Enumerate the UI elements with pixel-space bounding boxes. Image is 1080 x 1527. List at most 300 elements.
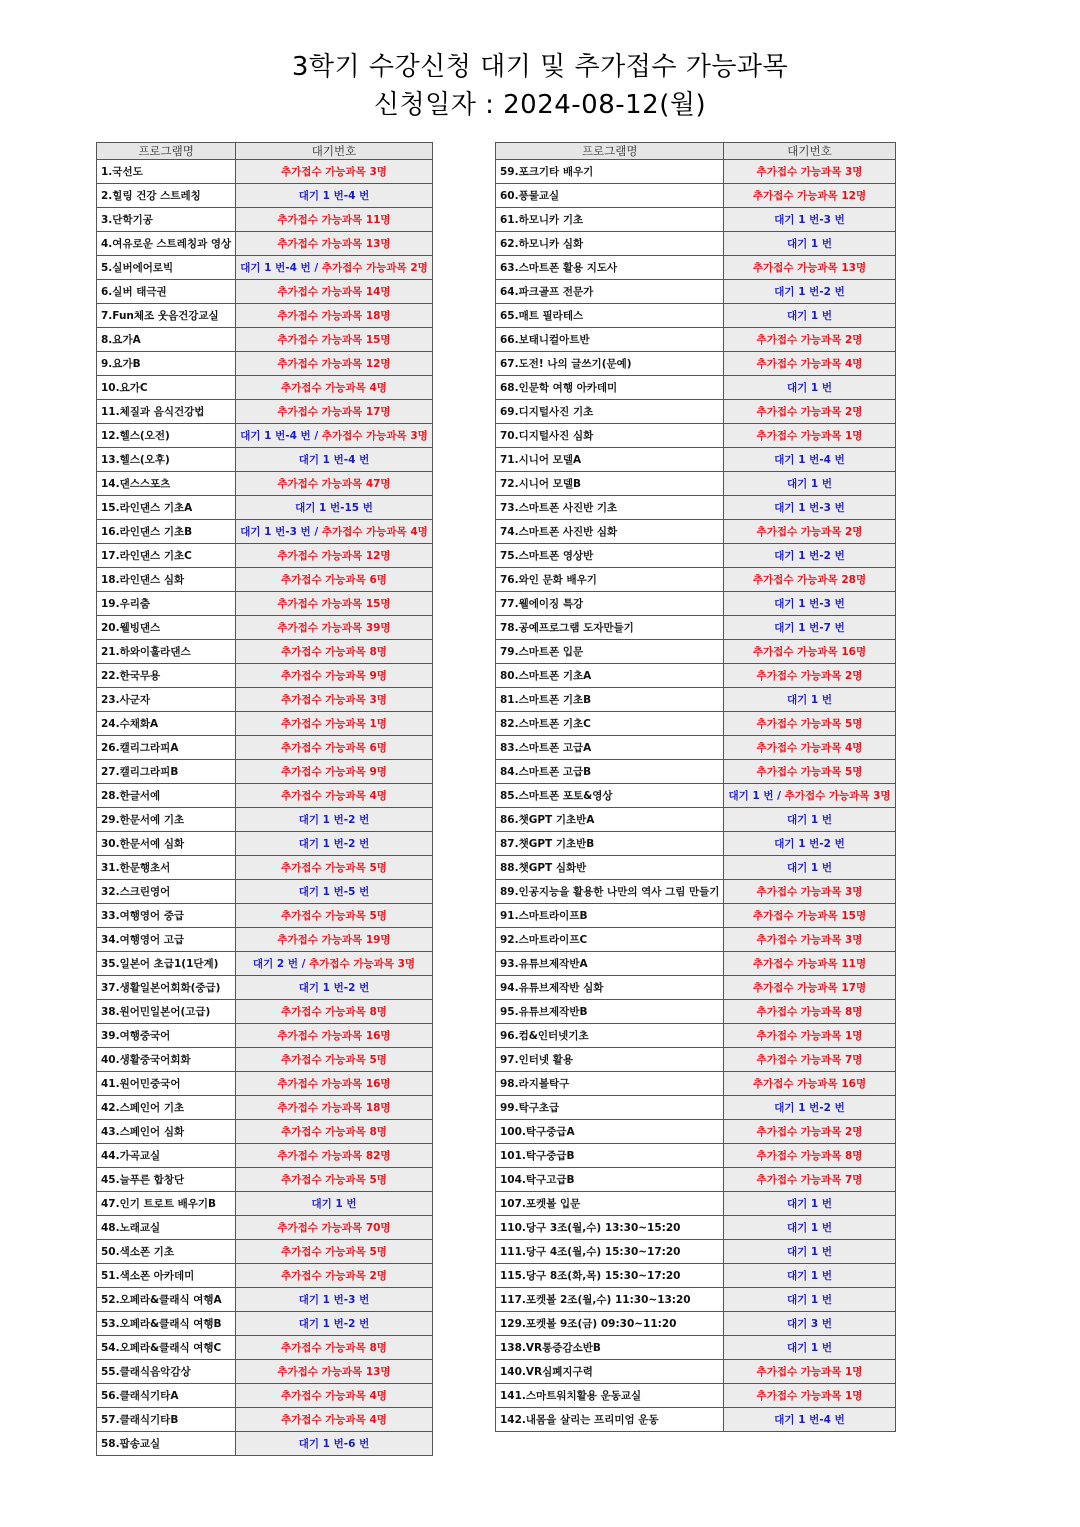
waiting-status: 추가접수 가능과목 4명 — [236, 376, 433, 400]
table-row — [496, 1264, 896, 1288]
table-row — [97, 208, 433, 232]
table-row — [496, 1072, 896, 1096]
table-row — [496, 256, 896, 280]
course-name: 96.컴&인터넷기초 — [496, 1024, 724, 1048]
table-row — [97, 688, 433, 712]
course-name: 84.스마트폰 고급B — [496, 760, 724, 784]
course-name: 31.한문행초서 — [97, 856, 236, 880]
waiting-status: 추가접수 가능과목 70명 — [236, 1216, 433, 1240]
waiting-status: 추가접수 가능과목 5명 — [236, 1168, 433, 1192]
waiting-status: 추가접수 가능과목 14명 — [236, 280, 433, 304]
course-name: 38.원어민일본어(고급) — [97, 1000, 236, 1024]
course-name: 98.라지볼탁구 — [496, 1072, 724, 1096]
table-row — [97, 928, 433, 952]
table-row — [97, 904, 433, 928]
table-row — [496, 760, 896, 784]
table-row — [97, 280, 433, 304]
table-row — [496, 1360, 896, 1384]
waiting-status: 대기 1 번 — [724, 304, 895, 328]
waiting-status: 추가접수 가능과목 39명 — [236, 616, 433, 640]
table-row — [496, 424, 896, 448]
course-name: 35.일본어 초급1(1단계) — [97, 952, 236, 976]
waiting-status: 추가접수 가능과목 5명 — [236, 856, 433, 880]
waiting-status: 추가접수 가능과목 8명 — [236, 1336, 433, 1360]
table-row — [496, 664, 896, 688]
course-name: 4.여유로운 스트레칭과 영상 — [97, 232, 236, 256]
course-name: 24.수채화A — [97, 712, 236, 736]
table-row — [496, 232, 896, 256]
table-row — [97, 304, 433, 328]
waiting-status: 추가접수 가능과목 4명 — [236, 1408, 433, 1432]
course-name: 86.챗GPT 기초반A — [496, 808, 724, 832]
table-row — [496, 520, 896, 544]
course-name: 42.스페인어 기초 — [97, 1096, 236, 1120]
table-row — [97, 640, 433, 664]
table-row — [97, 952, 433, 976]
course-name: 101.탁구중급B — [496, 1144, 724, 1168]
course-name: 40.생활중국어회화 — [97, 1048, 236, 1072]
waiting-status: 추가접수 가능과목 5명 — [236, 904, 433, 928]
course-name: 20.웰빙댄스 — [97, 616, 236, 640]
course-name: 78.공예프로그램 도자만들기 — [496, 616, 724, 640]
waiting-status: 대기 1 번-3 번 — [724, 592, 895, 616]
course-name: 39.여행중국어 — [97, 1024, 236, 1048]
table-row — [97, 376, 433, 400]
waiting-status: 추가접수 가능과목 5명 — [236, 1048, 433, 1072]
waiting-status: 대기 1 번-3 번 / 추가접수 가능과목 4명 — [236, 520, 433, 544]
table-row — [97, 1144, 433, 1168]
table-row — [496, 448, 896, 472]
course-name: 61.하모니카 기초 — [496, 208, 724, 232]
course-name: 115.당구 8조(화,목) 15:30~17:20 — [496, 1264, 724, 1288]
table-row — [496, 496, 896, 520]
waiting-status: 추가접수 가능과목 7명 — [724, 1168, 895, 1192]
table-row — [97, 1048, 433, 1072]
course-name: 50.색소폰 기초 — [97, 1240, 236, 1264]
course-name: 68.인문학 여행 아카데미 — [496, 376, 724, 400]
table-row — [496, 1096, 896, 1120]
table-row — [496, 928, 896, 952]
waiting-status: 대기 3 번 — [724, 1312, 895, 1336]
waiting-status: 추가접수 가능과목 15명 — [236, 328, 433, 352]
course-name: 91.스마트라이프B — [496, 904, 724, 928]
table-row — [97, 1360, 433, 1384]
waiting-status: 추가접수 가능과목 8명 — [724, 1144, 895, 1168]
waiting-status: 추가접수 가능과목 17명 — [236, 400, 433, 424]
waiting-status: 대기 1 번-2 번 — [724, 544, 895, 568]
course-name: 26.캘리그라피A — [97, 736, 236, 760]
waiting-status: 대기 1 번-4 번 — [236, 184, 433, 208]
table-row — [496, 856, 896, 880]
waiting-status: 추가접수 가능과목 2명 — [724, 328, 895, 352]
application-date: 신청일자 : 2024-08-12(월) — [373, 90, 707, 120]
course-name: 56.클래식기타A — [97, 1384, 236, 1408]
waiting-status: 대기 1 번-5 번 — [236, 880, 433, 904]
table-header-row — [496, 143, 896, 160]
table-row — [97, 1384, 433, 1408]
course-table-right — [495, 142, 896, 1432]
waiting-status: 추가접수 가능과목 13명 — [236, 1360, 433, 1384]
course-name: 64.파크골프 전문가 — [496, 280, 724, 304]
waiting-status: 추가접수 가능과목 8명 — [724, 1000, 895, 1024]
table-row — [97, 1408, 433, 1432]
waiting-status: 대기 1 번 / 추가접수 가능과목 3명 — [724, 784, 895, 808]
course-name: 142.내몸을 살리는 프리미엄 운동 — [496, 1408, 724, 1432]
waiting-status: 대기 1 번 — [724, 856, 895, 880]
table-row — [97, 1216, 433, 1240]
table-row — [496, 736, 896, 760]
waiting-status: 대기 1 번-3 번 — [236, 1288, 433, 1312]
course-name: 44.가곡교실 — [97, 1144, 236, 1168]
table-row — [97, 256, 433, 280]
course-name: 13.헬스(오후) — [97, 448, 236, 472]
table-row — [97, 1072, 433, 1096]
course-name: 52.오페라&클래식 여행A — [97, 1288, 236, 1312]
course-name: 53.오페라&클래식 여행B — [97, 1312, 236, 1336]
waiting-status: 추가접수 가능과목 18명 — [236, 1096, 433, 1120]
waiting-status: 대기 1 번-2 번 — [724, 832, 895, 856]
course-name: 12.헬스(오전) — [97, 424, 236, 448]
course-name: 80.스마트폰 기초A — [496, 664, 724, 688]
course-name: 129.포켓볼 9조(금) 09:30~11:20 — [496, 1312, 724, 1336]
waiting-status: 대기 1 번 — [236, 1192, 433, 1216]
table-row — [97, 1024, 433, 1048]
waiting-status: 추가접수 가능과목 8명 — [236, 1120, 433, 1144]
course-name: 62.하모니카 심화 — [496, 232, 724, 256]
course-name: 87.챗GPT 기초반B — [496, 832, 724, 856]
table-row — [496, 208, 896, 232]
table-row — [496, 904, 896, 928]
waiting-status: 추가접수 가능과목 1명 — [724, 1384, 895, 1408]
course-name: 110.당구 3조(월,수) 13:30~15:20 — [496, 1216, 724, 1240]
waiting-status: 대기 1 번-15 번 — [236, 496, 433, 520]
waiting-status: 추가접수 가능과목 5명 — [724, 712, 895, 736]
course-name: 81.스마트폰 기초B — [496, 688, 724, 712]
course-name: 23.사군자 — [97, 688, 236, 712]
course-name: 29.한문서예 기초 — [97, 808, 236, 832]
table-row — [97, 328, 433, 352]
table-row — [496, 352, 896, 376]
waiting-status: 추가접수 가능과목 2명 — [724, 664, 895, 688]
course-list-left — [97, 160, 433, 1456]
waiting-status: 추가접수 가능과목 8명 — [236, 1000, 433, 1024]
table-row — [97, 1192, 433, 1216]
course-name: 107.포켓볼 입문 — [496, 1192, 724, 1216]
document-header — [0, 48, 1080, 124]
table-row — [97, 352, 433, 376]
waiting-status: 대기 1 번 — [724, 1216, 895, 1240]
table-row — [496, 1240, 896, 1264]
waiting-status: 추가접수 가능과목 6명 — [236, 736, 433, 760]
course-name: 27.캘리그라피B — [97, 760, 236, 784]
course-name: 73.스마트폰 사진반 기초 — [496, 496, 724, 520]
waiting-status: 대기 1 번-2 번 — [724, 280, 895, 304]
course-name: 14.댄스스포츠 — [97, 472, 236, 496]
course-name: 28.한글서예 — [97, 784, 236, 808]
course-name: 141.스마트워치활용 운동교실 — [496, 1384, 724, 1408]
waiting-status: 추가접수 가능과목 13명 — [236, 232, 433, 256]
waiting-status: 추가접수 가능과목 16명 — [724, 640, 895, 664]
course-name: 95.유튜브제작반B — [496, 1000, 724, 1024]
course-name: 1.국선도 — [97, 160, 236, 184]
course-name: 22.한국무용 — [97, 664, 236, 688]
waiting-status: 추가접수 가능과목 1명 — [236, 712, 433, 736]
course-name: 77.웰에이징 특강 — [496, 592, 724, 616]
table-row — [496, 1120, 896, 1144]
table-row — [496, 160, 896, 184]
course-name: 57.클래식기타B — [97, 1408, 236, 1432]
table-row — [97, 832, 433, 856]
course-name: 7.Fun체조 웃음건강교실 — [97, 304, 236, 328]
table-row — [496, 712, 896, 736]
course-name: 30.한문서예 심화 — [97, 832, 236, 856]
table-row — [496, 592, 896, 616]
course-name: 43.스페인어 심화 — [97, 1120, 236, 1144]
course-name: 93.유튜브제작반A — [496, 952, 724, 976]
table-row — [97, 616, 433, 640]
column-header-program: 프로그램명 — [97, 143, 236, 160]
course-name: 16.라인댄스 기초B — [97, 520, 236, 544]
course-name: 117.포켓볼 2조(월,수) 11:30~13:20 — [496, 1288, 724, 1312]
course-name: 51.색소폰 아카데미 — [97, 1264, 236, 1288]
table-row — [496, 1144, 896, 1168]
waiting-status: 대기 1 번-6 번 — [236, 1432, 433, 1456]
waiting-status: 추가접수 가능과목 1명 — [724, 1360, 895, 1384]
table-row — [496, 568, 896, 592]
waiting-status: 대기 1 번 — [724, 1192, 895, 1216]
course-table-left — [96, 142, 433, 1456]
waiting-status: 추가접수 가능과목 16명 — [236, 1024, 433, 1048]
course-name: 111.당구 4조(월,수) 15:30~17:20 — [496, 1240, 724, 1264]
table-header-row — [97, 143, 433, 160]
table-row — [97, 1336, 433, 1360]
waiting-status: 대기 1 번-2 번 — [236, 976, 433, 1000]
table-row — [97, 784, 433, 808]
table-row — [97, 760, 433, 784]
course-name: 138.VR통증감소반B — [496, 1336, 724, 1360]
course-name: 65.매트 필라테스 — [496, 304, 724, 328]
course-name: 54.오페라&클래식 여행C — [97, 1336, 236, 1360]
table-row — [97, 1120, 433, 1144]
table-row — [496, 544, 896, 568]
table-row — [496, 304, 896, 328]
column-header-waiting: 대기번호 — [724, 143, 895, 160]
waiting-status: 추가접수 가능과목 9명 — [236, 664, 433, 688]
table-row — [496, 1000, 896, 1024]
waiting-status: 추가접수 가능과목 1명 — [724, 1024, 895, 1048]
table-row — [97, 496, 433, 520]
waiting-status: 대기 1 번-3 번 — [724, 496, 895, 520]
table-row — [496, 1336, 896, 1360]
table-row — [496, 376, 896, 400]
course-name: 18.라인댄스 심화 — [97, 568, 236, 592]
course-name: 89.인공지능을 활용한 나만의 역사 그림 만들기 — [496, 880, 724, 904]
course-name: 92.스마트라이프C — [496, 928, 724, 952]
table-row — [496, 1408, 896, 1432]
course-name: 85.스마트폰 포토&영상 — [496, 784, 724, 808]
course-name: 72.시니어 모델B — [496, 472, 724, 496]
table-row — [97, 232, 433, 256]
course-list-right — [496, 160, 896, 1432]
course-name: 83.스마트폰 고급A — [496, 736, 724, 760]
course-name: 97.인터넷 활용 — [496, 1048, 724, 1072]
table-row — [97, 160, 433, 184]
waiting-status: 대기 1 번-3 번 — [724, 208, 895, 232]
waiting-status: 추가접수 가능과목 5명 — [724, 760, 895, 784]
table-row — [97, 1168, 433, 1192]
waiting-status: 대기 1 번 — [724, 232, 895, 256]
course-name: 48.노래교실 — [97, 1216, 236, 1240]
waiting-status: 대기 1 번-7 번 — [724, 616, 895, 640]
table-row — [496, 280, 896, 304]
waiting-status: 추가접수 가능과목 2명 — [724, 400, 895, 424]
table-row — [97, 664, 433, 688]
waiting-status: 추가접수 가능과목 2명 — [724, 1120, 895, 1144]
waiting-status: 추가접수 가능과목 1명 — [724, 424, 895, 448]
table-row — [97, 1312, 433, 1336]
table-row — [97, 448, 433, 472]
waiting-status: 추가접수 가능과목 12명 — [724, 184, 895, 208]
course-name: 32.스크린영어 — [97, 880, 236, 904]
waiting-status: 추가접수 가능과목 15명 — [724, 904, 895, 928]
course-name: 19.우리춤 — [97, 592, 236, 616]
table-row — [496, 1192, 896, 1216]
waiting-status: 추가접수 가능과목 3명 — [236, 160, 433, 184]
course-name: 41.원어민중국어 — [97, 1072, 236, 1096]
table-row — [97, 1240, 433, 1264]
waiting-status: 대기 1 번 — [724, 688, 895, 712]
table-row — [97, 1096, 433, 1120]
table-row — [496, 952, 896, 976]
waiting-status: 대기 1 번 — [724, 1264, 895, 1288]
table-row — [97, 808, 433, 832]
waiting-status: 추가접수 가능과목 17명 — [724, 976, 895, 1000]
course-name: 45.늘푸른 합창단 — [97, 1168, 236, 1192]
course-name: 99.탁구초급 — [496, 1096, 724, 1120]
course-name: 100.탁구중급A — [496, 1120, 724, 1144]
table-row — [97, 520, 433, 544]
course-name: 11.체질과 음식건강법 — [97, 400, 236, 424]
table-row — [496, 184, 896, 208]
table-row — [97, 544, 433, 568]
course-name: 75.스마트폰 영상반 — [496, 544, 724, 568]
waiting-status: 대기 1 번-2 번 — [236, 1312, 433, 1336]
table-row — [496, 1288, 896, 1312]
table-row — [496, 472, 896, 496]
table-row — [97, 424, 433, 448]
table-row — [97, 1288, 433, 1312]
table-row — [97, 1432, 433, 1456]
course-name: 6.실버 태극권 — [97, 280, 236, 304]
course-name: 47.인기 트로트 배우기B — [97, 1192, 236, 1216]
course-name: 63.스마트폰 활용 지도사 — [496, 256, 724, 280]
table-row — [97, 712, 433, 736]
column-header-program: 프로그램명 — [496, 143, 724, 160]
waiting-status: 대기 1 번-4 번 — [724, 1408, 895, 1432]
table-row — [97, 568, 433, 592]
table-row — [97, 1000, 433, 1024]
waiting-status: 추가접수 가능과목 3명 — [724, 160, 895, 184]
table-row — [496, 1216, 896, 1240]
course-name: 17.라인댄스 기초C — [97, 544, 236, 568]
waiting-status: 추가접수 가능과목 12명 — [236, 352, 433, 376]
table-row — [496, 400, 896, 424]
table-row — [97, 736, 433, 760]
waiting-status: 추가접수 가능과목 18명 — [236, 304, 433, 328]
waiting-status: 추가접수 가능과목 11명 — [724, 952, 895, 976]
table-row — [496, 1024, 896, 1048]
course-name: 59.포크기타 배우기 — [496, 160, 724, 184]
waiting-status: 추가접수 가능과목 6명 — [236, 568, 433, 592]
table-row — [496, 688, 896, 712]
course-name: 82.스마트폰 기초C — [496, 712, 724, 736]
table-row — [496, 1312, 896, 1336]
waiting-status: 추가접수 가능과목 3명 — [236, 688, 433, 712]
waiting-status: 추가접수 가능과목 16명 — [236, 1072, 433, 1096]
table-row — [97, 976, 433, 1000]
course-name: 8.요가A — [97, 328, 236, 352]
course-name: 94.유튜브제작반 심화 — [496, 976, 724, 1000]
waiting-status: 대기 1 번 — [724, 376, 895, 400]
table-row — [496, 784, 896, 808]
waiting-status: 추가접수 가능과목 2명 — [724, 520, 895, 544]
waiting-status: 추가접수 가능과목 7명 — [724, 1048, 895, 1072]
course-name: 66.보태니컬아트반 — [496, 328, 724, 352]
course-name: 140.VR심폐지구력 — [496, 1360, 724, 1384]
table-row — [496, 328, 896, 352]
course-name: 58.팝송교실 — [97, 1432, 236, 1456]
course-name: 9.요가B — [97, 352, 236, 376]
course-name: 37.생활일본어회화(중급) — [97, 976, 236, 1000]
course-name: 67.도전! 나의 글쓰기(문예) — [496, 352, 724, 376]
course-name: 55.클래식음악감상 — [97, 1360, 236, 1384]
course-name: 74.스마트폰 사진반 심화 — [496, 520, 724, 544]
course-name: 76.와인 문화 배우기 — [496, 568, 724, 592]
waiting-status: 추가접수 가능과목 4명 — [724, 736, 895, 760]
table-row — [97, 880, 433, 904]
course-name: 3.단학기공 — [97, 208, 236, 232]
table-row — [496, 832, 896, 856]
waiting-status: 추가접수 가능과목 47명 — [236, 472, 433, 496]
waiting-status: 대기 1 번 — [724, 1240, 895, 1264]
column-header-waiting: 대기번호 — [236, 143, 433, 160]
course-name: 79.스마트폰 입문 — [496, 640, 724, 664]
table-row — [97, 592, 433, 616]
course-name: 33.여행영어 중급 — [97, 904, 236, 928]
waiting-status: 대기 1 번-2 번 — [236, 832, 433, 856]
table-row — [496, 640, 896, 664]
document-title: 3학기 수강신청 대기 및 추가접수 가능과목 — [291, 52, 789, 82]
waiting-status: 추가접수 가능과목 19명 — [236, 928, 433, 952]
waiting-status: 추가접수 가능과목 82명 — [236, 1144, 433, 1168]
waiting-status: 대기 1 번-4 번 / 추가접수 가능과목 2명 — [236, 256, 433, 280]
course-name: 70.디지털사진 심화 — [496, 424, 724, 448]
waiting-status: 대기 1 번-4 번 / 추가접수 가능과목 3명 — [236, 424, 433, 448]
waiting-status: 추가접수 가능과목 2명 — [236, 1264, 433, 1288]
table-row — [496, 976, 896, 1000]
course-name: 69.디지털사진 기초 — [496, 400, 724, 424]
waiting-status: 대기 2 번 / 추가접수 가능과목 3명 — [236, 952, 433, 976]
course-name: 60.풍물교실 — [496, 184, 724, 208]
table-row — [496, 1384, 896, 1408]
waiting-status: 추가접수 가능과목 13명 — [724, 256, 895, 280]
waiting-status: 추가접수 가능과목 4명 — [724, 352, 895, 376]
table-row — [496, 808, 896, 832]
waiting-status: 추가접수 가능과목 16명 — [724, 1072, 895, 1096]
waiting-status: 추가접수 가능과목 4명 — [236, 1384, 433, 1408]
table-row — [496, 1048, 896, 1072]
waiting-status: 대기 1 번 — [724, 472, 895, 496]
